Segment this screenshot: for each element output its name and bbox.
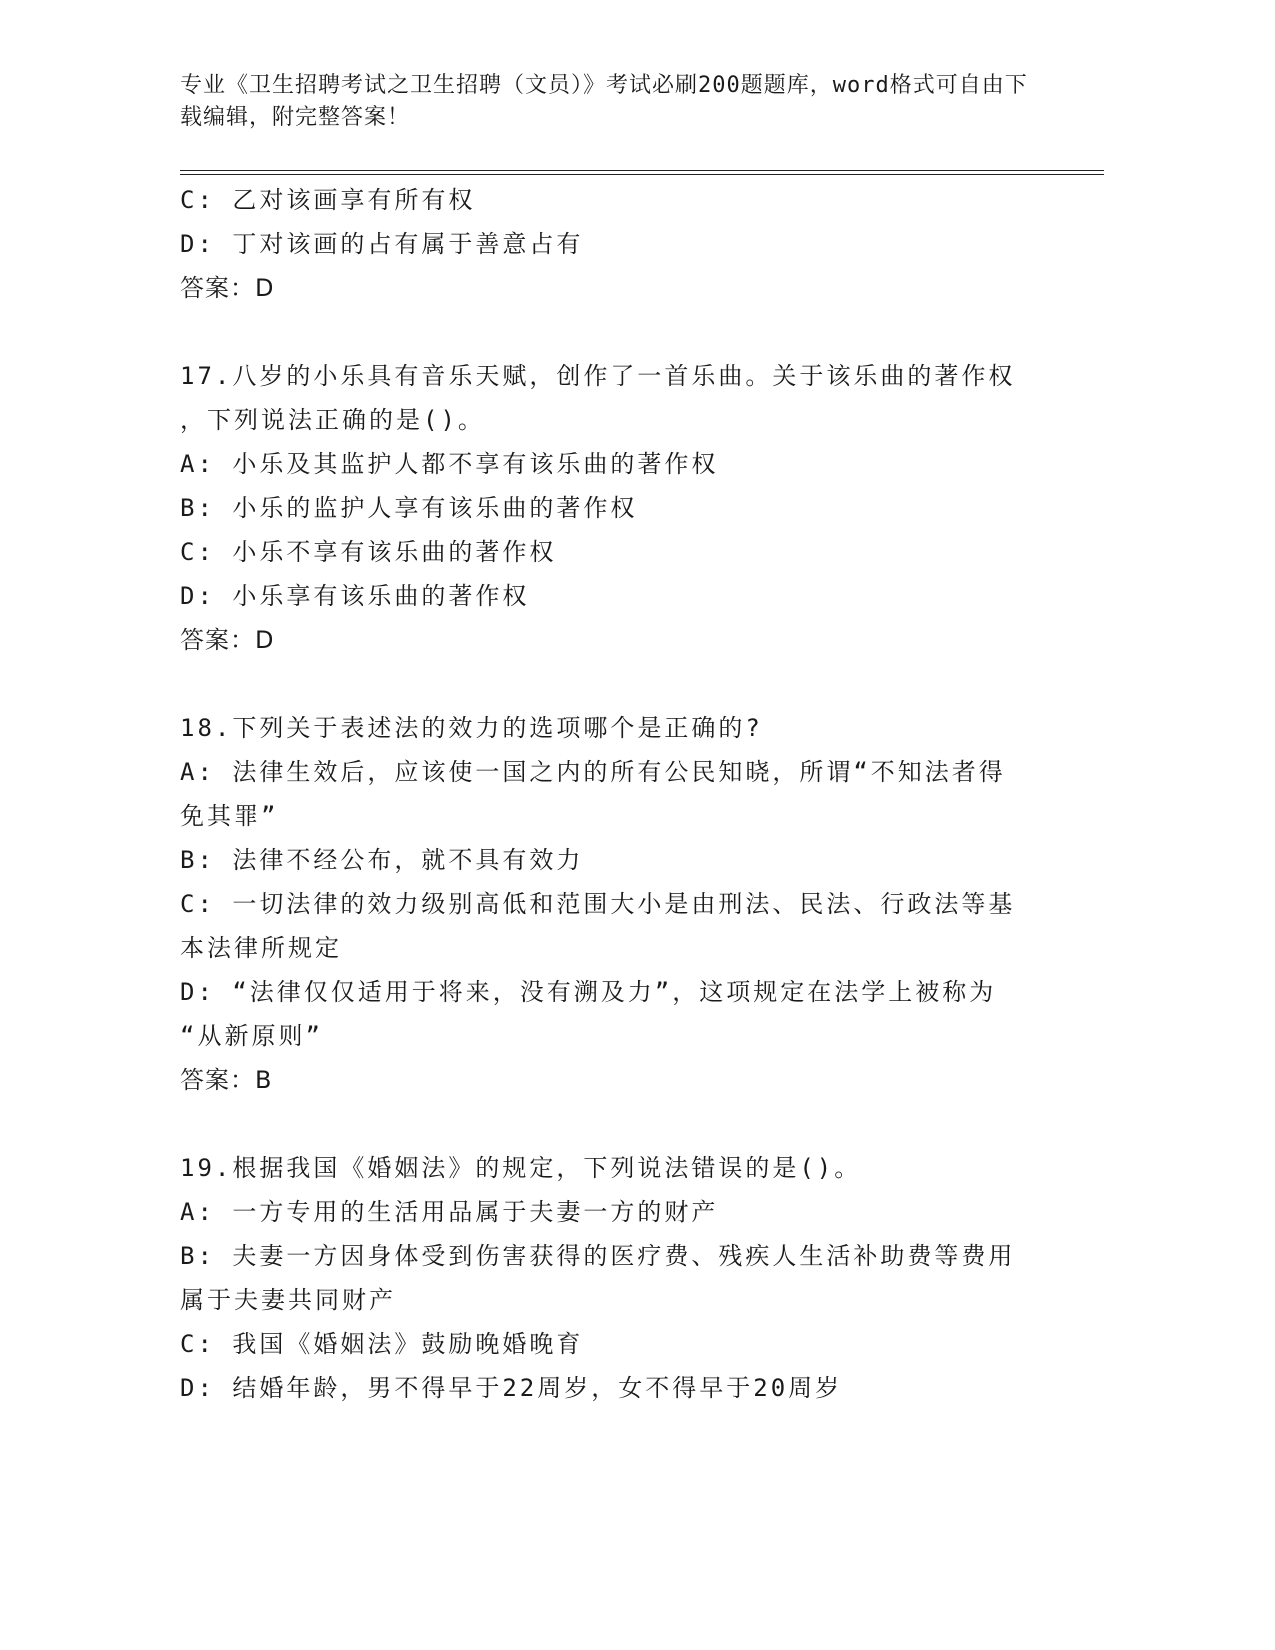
option-b: B: 夫妻一方因身体受到伤害获得的医疗费、残疾人生活补助费等费用 — [180, 1242, 1016, 1270]
option-d: D: “法律仅仅适用于将来，没有溯及力”，这项规定在法学上被称为 — [180, 978, 997, 1006]
option-d: D: 结婚年龄，男不得早于22周岁，女不得早于20周岁 — [180, 1374, 843, 1402]
option-b: B: 小乐的监护人享有该乐曲的著作权 — [180, 494, 638, 522]
option-c: C: 小乐不享有该乐曲的著作权 — [180, 538, 557, 566]
document-header: 专业《卫生招聘考试之卫生招聘（文员）》考试必刷200题题库，word格式可自由下载编辑，附完整答案！ — [180, 73, 1028, 130]
header-divider-bottom — [180, 174, 1104, 175]
option-a: A: 法律生效后，应该使一国之内的所有公民知晓，所谓“不知法者得 — [180, 758, 1006, 786]
option-b: B: 法律不经公布，就不具有效力 — [180, 846, 584, 874]
question-list — [180, 178, 1060, 1410]
question-text: 17.八岁的小乐具有音乐天赋，创作了一首乐曲。关于该乐曲的著作权 — [180, 362, 1016, 390]
question-16-continuation — [180, 178, 1060, 310]
option-d: D: 小乐享有该乐曲的著作权 — [180, 582, 530, 610]
option-c: C: 一切法律的效力级别高低和范围大小是由刑法、民法、行政法等基 — [180, 890, 1016, 918]
question-17 — [180, 354, 1060, 662]
question-text: 19.根据我国《婚姻法》的规定，下列说法错误的是()。 — [180, 1154, 862, 1182]
answer-line: 答案：D — [180, 626, 275, 654]
option-c: C: 我国《婚姻法》鼓励晚婚晚育 — [180, 1330, 584, 1358]
question-text-continued: ，下列说法正确的是()。 — [180, 406, 485, 434]
option-d-continued: “从新原则” — [180, 1022, 323, 1050]
option-d: D: 丁对该画的占有属于善意占有 — [180, 230, 584, 258]
option-a: A: 小乐及其监护人都不享有该乐曲的著作权 — [180, 450, 719, 478]
answer-line: 答案：D — [180, 274, 275, 302]
header-divider-top — [180, 170, 1104, 171]
option-b-continued: 属于夫妻共同财产 — [180, 1286, 396, 1314]
spacer — [180, 1102, 1060, 1146]
question-text: 18.下列关于表述法的效力的选项哪个是正确的? — [180, 714, 763, 742]
answer-line: 答案：B — [180, 1066, 273, 1094]
option-a: A: 一方专用的生活用品属于夫妻一方的财产 — [180, 1198, 719, 1226]
spacer — [180, 310, 1060, 354]
option-c-continued: 本法律所规定 — [180, 934, 342, 962]
spacer — [180, 662, 1060, 706]
option-a-continued: 免其罪” — [180, 802, 279, 830]
question-18 — [180, 706, 1060, 1102]
question-19 — [180, 1146, 1060, 1410]
option-c: C: 乙对该画享有所有权 — [180, 186, 476, 214]
